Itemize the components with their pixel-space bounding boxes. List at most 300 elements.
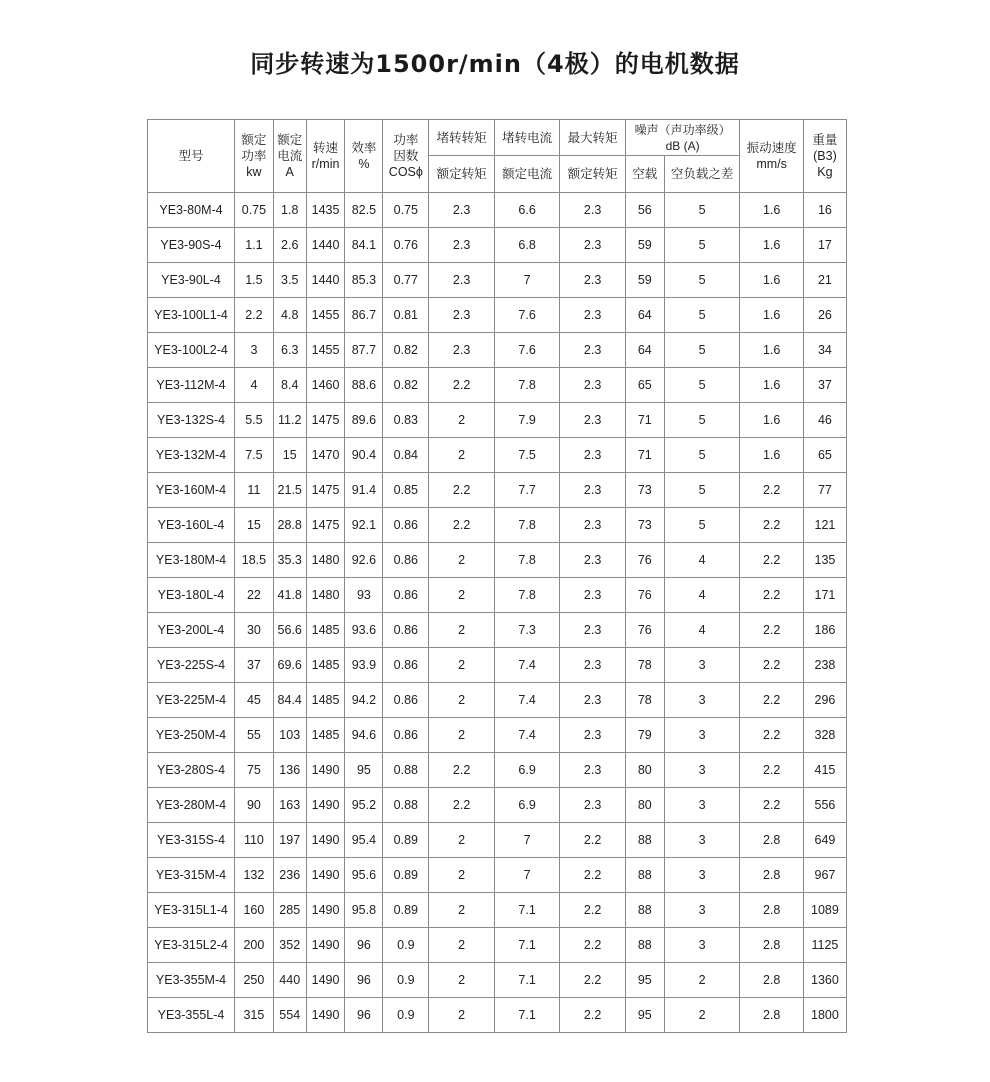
- table-row: [148, 508, 847, 543]
- cell-locked-current-ratio: 7.5: [494, 438, 559, 473]
- cell-model: YE3-315M-4: [148, 858, 235, 893]
- cell-vibration: 2.2: [740, 718, 803, 753]
- cell-weight: 121: [803, 508, 846, 543]
- cell-max-torque-ratio: 2.3: [560, 718, 625, 753]
- cell-noise-empty: 78: [625, 683, 664, 718]
- cell-locked-current-ratio: 7: [494, 823, 559, 858]
- cell-locked-current-ratio: 7.4: [494, 683, 559, 718]
- cell-rated-current: 440: [273, 963, 306, 998]
- cell-power-factor: 0.89: [383, 858, 429, 893]
- cell-rated-current: 11.2: [273, 403, 306, 438]
- cell-vibration: 1.6: [740, 333, 803, 368]
- cell-max-torque-ratio: 2.2: [560, 998, 625, 1033]
- cell-vibration: 2.8: [740, 893, 803, 928]
- cell-power-factor: 0.84: [383, 438, 429, 473]
- cell-weight: 1360: [803, 963, 846, 998]
- cell-locked-torque-ratio: 2: [429, 823, 494, 858]
- cell-noise-empty: 80: [625, 788, 664, 823]
- cell-locked-torque-ratio: 2: [429, 613, 494, 648]
- table-row: [148, 753, 847, 788]
- cell-weight: 649: [803, 823, 846, 858]
- cell-rated-power: 55: [234, 718, 273, 753]
- cell-vibration: 2.2: [740, 578, 803, 613]
- cell-rated-current: 28.8: [273, 508, 306, 543]
- cell-noise-empty: 88: [625, 928, 664, 963]
- table-row: [148, 193, 847, 228]
- cell-power-factor: 0.9: [383, 963, 429, 998]
- cell-weight: 171: [803, 578, 846, 613]
- cell-efficiency: 90.4: [345, 438, 383, 473]
- cell-rated-current: 136: [273, 753, 306, 788]
- cell-locked-current-ratio: 7.8: [494, 543, 559, 578]
- cell-weight: 238: [803, 648, 846, 683]
- table-row: [148, 858, 847, 893]
- cell-model: YE3-315S-4: [148, 823, 235, 858]
- cell-rated-current: 6.3: [273, 333, 306, 368]
- cell-noise-diff: 5: [664, 333, 740, 368]
- cell-locked-current-ratio: 7.8: [494, 508, 559, 543]
- cell-noise-empty: 95: [625, 963, 664, 998]
- cell-max-torque-ratio: 2.3: [560, 613, 625, 648]
- cell-model: YE3-180L-4: [148, 578, 235, 613]
- cell-noise-diff: 4: [664, 543, 740, 578]
- header-rated-power: 额定 功率 kw: [234, 120, 273, 193]
- cell-locked-torque-ratio: 2: [429, 893, 494, 928]
- cell-noise-empty: 78: [625, 648, 664, 683]
- cell-vibration: 2.8: [740, 963, 803, 998]
- header-max-torque: 最大转矩: [560, 120, 625, 156]
- cell-locked-current-ratio: 7.6: [494, 298, 559, 333]
- table-row: [148, 823, 847, 858]
- cell-rated-power: 7.5: [234, 438, 273, 473]
- cell-max-torque-ratio: 2.3: [560, 298, 625, 333]
- cell-speed: 1490: [306, 963, 345, 998]
- cell-weight: 186: [803, 613, 846, 648]
- cell-rated-current: 69.6: [273, 648, 306, 683]
- cell-efficiency: 93.9: [345, 648, 383, 683]
- cell-model: YE3-132S-4: [148, 403, 235, 438]
- cell-speed: 1470: [306, 438, 345, 473]
- cell-rated-current: 56.6: [273, 613, 306, 648]
- table-row: [148, 333, 847, 368]
- cell-noise-diff: 5: [664, 508, 740, 543]
- cell-model: YE3-100L2-4: [148, 333, 235, 368]
- cell-power-factor: 0.86: [383, 543, 429, 578]
- cell-vibration: 2.8: [740, 858, 803, 893]
- cell-vibration: 2.8: [740, 928, 803, 963]
- cell-noise-empty: 76: [625, 543, 664, 578]
- cell-rated-power: 4: [234, 368, 273, 403]
- cell-efficiency: 95.6: [345, 858, 383, 893]
- cell-locked-torque-ratio: 2: [429, 683, 494, 718]
- cell-noise-empty: 95: [625, 998, 664, 1033]
- cell-rated-power: 1.1: [234, 228, 273, 263]
- cell-power-factor: 0.9: [383, 928, 429, 963]
- cell-noise-diff: 2: [664, 998, 740, 1033]
- cell-weight: 21: [803, 263, 846, 298]
- cell-locked-current-ratio: 6.9: [494, 788, 559, 823]
- cell-max-torque-ratio: 2.2: [560, 928, 625, 963]
- cell-locked-torque-ratio: 2.3: [429, 298, 494, 333]
- cell-efficiency: 82.5: [345, 193, 383, 228]
- cell-noise-empty: 64: [625, 333, 664, 368]
- cell-rated-power: 22: [234, 578, 273, 613]
- cell-model: YE3-355L-4: [148, 998, 235, 1033]
- header-locked-torque-ratio: 额定转矩: [429, 156, 494, 193]
- cell-noise-diff: 2: [664, 963, 740, 998]
- cell-weight: 34: [803, 333, 846, 368]
- cell-efficiency: 91.4: [345, 473, 383, 508]
- cell-speed: 1475: [306, 473, 345, 508]
- cell-max-torque-ratio: 2.3: [560, 753, 625, 788]
- cell-locked-current-ratio: 7.9: [494, 403, 559, 438]
- cell-locked-torque-ratio: 2: [429, 858, 494, 893]
- cell-max-torque-ratio: 2.3: [560, 788, 625, 823]
- cell-speed: 1480: [306, 543, 345, 578]
- cell-noise-empty: 65: [625, 368, 664, 403]
- cell-locked-current-ratio: 6.8: [494, 228, 559, 263]
- cell-model: YE3-225S-4: [148, 648, 235, 683]
- cell-noise-diff: 5: [664, 193, 740, 228]
- cell-weight: 65: [803, 438, 846, 473]
- cell-speed: 1440: [306, 228, 345, 263]
- cell-locked-torque-ratio: 2.3: [429, 263, 494, 298]
- table-row: [148, 998, 847, 1033]
- cell-weight: 328: [803, 718, 846, 753]
- header-efficiency: 效率 %: [345, 120, 383, 193]
- cell-model: YE3-160L-4: [148, 508, 235, 543]
- cell-noise-empty: 88: [625, 823, 664, 858]
- cell-power-factor: 0.83: [383, 403, 429, 438]
- cell-vibration: 1.6: [740, 368, 803, 403]
- cell-efficiency: 89.6: [345, 403, 383, 438]
- cell-power-factor: 0.75: [383, 193, 429, 228]
- cell-rated-power: 18.5: [234, 543, 273, 578]
- cell-rated-power: 11: [234, 473, 273, 508]
- table-row: [148, 963, 847, 998]
- cell-rated-current: 163: [273, 788, 306, 823]
- cell-vibration: 1.6: [740, 438, 803, 473]
- cell-weight: 1800: [803, 998, 846, 1033]
- cell-efficiency: 95.8: [345, 893, 383, 928]
- cell-locked-current-ratio: 7.4: [494, 718, 559, 753]
- table-row: [148, 263, 847, 298]
- cell-efficiency: 93.6: [345, 613, 383, 648]
- cell-locked-torque-ratio: 2: [429, 543, 494, 578]
- cell-rated-current: 352: [273, 928, 306, 963]
- cell-noise-diff: 3: [664, 648, 740, 683]
- cell-power-factor: 0.81: [383, 298, 429, 333]
- cell-vibration: 2.8: [740, 823, 803, 858]
- cell-rated-current: 236: [273, 858, 306, 893]
- header-noise-diff: 空负载之差: [664, 156, 740, 193]
- table-row: [148, 928, 847, 963]
- cell-speed: 1455: [306, 333, 345, 368]
- cell-rated-power: 5.5: [234, 403, 273, 438]
- cell-efficiency: 88.6: [345, 368, 383, 403]
- cell-vibration: 2.2: [740, 508, 803, 543]
- cell-power-factor: 0.77: [383, 263, 429, 298]
- cell-vibration: 2.2: [740, 753, 803, 788]
- table-row: [148, 613, 847, 648]
- cell-locked-current-ratio: 7: [494, 263, 559, 298]
- cell-efficiency: 95: [345, 753, 383, 788]
- header-weight: 重量 (B3) Kg: [803, 120, 846, 193]
- cell-noise-empty: 88: [625, 858, 664, 893]
- cell-locked-current-ratio: 7.1: [494, 998, 559, 1033]
- cell-max-torque-ratio: 2.2: [560, 893, 625, 928]
- cell-max-torque-ratio: 2.3: [560, 403, 625, 438]
- cell-max-torque-ratio: 2.3: [560, 578, 625, 613]
- cell-efficiency: 96: [345, 963, 383, 998]
- cell-noise-diff: 3: [664, 893, 740, 928]
- cell-model: YE3-80M-4: [148, 193, 235, 228]
- cell-noise-diff: 5: [664, 473, 740, 508]
- table-row: [148, 228, 847, 263]
- cell-max-torque-ratio: 2.3: [560, 228, 625, 263]
- cell-vibration: 1.6: [740, 298, 803, 333]
- motor-data-table: [147, 119, 847, 1033]
- cell-noise-diff: 4: [664, 613, 740, 648]
- cell-max-torque-ratio: 2.3: [560, 368, 625, 403]
- cell-noise-diff: 3: [664, 788, 740, 823]
- cell-power-factor: 0.86: [383, 578, 429, 613]
- cell-power-factor: 0.89: [383, 893, 429, 928]
- cell-locked-current-ratio: 7.8: [494, 368, 559, 403]
- cell-rated-power: 0.75: [234, 193, 273, 228]
- header-locked-current-ratio: 额定电流: [494, 156, 559, 193]
- cell-locked-torque-ratio: 2: [429, 578, 494, 613]
- cell-locked-current-ratio: 7.4: [494, 648, 559, 683]
- cell-max-torque-ratio: 2.3: [560, 333, 625, 368]
- cell-locked-current-ratio: 6.6: [494, 193, 559, 228]
- cell-model: YE3-160M-4: [148, 473, 235, 508]
- header-max-torque-ratio: 额定转矩: [560, 156, 625, 193]
- cell-speed: 1485: [306, 718, 345, 753]
- cell-rated-power: 3: [234, 333, 273, 368]
- cell-noise-empty: 76: [625, 578, 664, 613]
- cell-power-factor: 0.85: [383, 473, 429, 508]
- cell-vibration: 1.6: [740, 193, 803, 228]
- cell-locked-torque-ratio: 2.2: [429, 368, 494, 403]
- cell-noise-empty: 73: [625, 508, 664, 543]
- table-row: [148, 543, 847, 578]
- cell-noise-diff: 3: [664, 753, 740, 788]
- cell-noise-diff: 5: [664, 298, 740, 333]
- header-rated-current: 额定 电流 A: [273, 120, 306, 193]
- cell-weight: 556: [803, 788, 846, 823]
- cell-power-factor: 0.76: [383, 228, 429, 263]
- cell-weight: 296: [803, 683, 846, 718]
- table-row: [148, 403, 847, 438]
- cell-locked-current-ratio: 7.8: [494, 578, 559, 613]
- cell-noise-empty: 59: [625, 228, 664, 263]
- header-noise-empty: 空载: [625, 156, 664, 193]
- cell-noise-empty: 76: [625, 613, 664, 648]
- cell-efficiency: 95.4: [345, 823, 383, 858]
- cell-rated-power: 75: [234, 753, 273, 788]
- cell-weight: 415: [803, 753, 846, 788]
- cell-speed: 1485: [306, 683, 345, 718]
- cell-speed: 1460: [306, 368, 345, 403]
- cell-weight: 16: [803, 193, 846, 228]
- cell-efficiency: 87.7: [345, 333, 383, 368]
- cell-weight: 17: [803, 228, 846, 263]
- table-body: [148, 193, 847, 1033]
- cell-model: YE3-180M-4: [148, 543, 235, 578]
- cell-max-torque-ratio: 2.3: [560, 263, 625, 298]
- cell-max-torque-ratio: 2.3: [560, 508, 625, 543]
- cell-locked-torque-ratio: 2: [429, 928, 494, 963]
- cell-max-torque-ratio: 2.3: [560, 543, 625, 578]
- cell-model: YE3-250M-4: [148, 718, 235, 753]
- cell-locked-torque-ratio: 2.2: [429, 508, 494, 543]
- cell-locked-current-ratio: 7.1: [494, 928, 559, 963]
- cell-rated-current: 15: [273, 438, 306, 473]
- cell-speed: 1490: [306, 998, 345, 1033]
- cell-speed: 1455: [306, 298, 345, 333]
- cell-power-factor: 0.86: [383, 508, 429, 543]
- cell-max-torque-ratio: 2.3: [560, 648, 625, 683]
- cell-max-torque-ratio: 2.3: [560, 473, 625, 508]
- table-row: [148, 718, 847, 753]
- cell-power-factor: 0.88: [383, 753, 429, 788]
- cell-noise-empty: 80: [625, 753, 664, 788]
- cell-speed: 1475: [306, 403, 345, 438]
- table-row: [148, 578, 847, 613]
- header-noise: 噪声（声功率级） dB (A): [625, 120, 740, 156]
- cell-model: YE3-280M-4: [148, 788, 235, 823]
- cell-max-torque-ratio: 2.3: [560, 683, 625, 718]
- header-vibration: 振动速度 mm/s: [740, 120, 803, 193]
- cell-power-factor: 0.82: [383, 368, 429, 403]
- cell-max-torque-ratio: 2.3: [560, 193, 625, 228]
- cell-model: YE3-355M-4: [148, 963, 235, 998]
- cell-max-torque-ratio: 2.3: [560, 438, 625, 473]
- cell-efficiency: 92.6: [345, 543, 383, 578]
- cell-model: YE3-132M-4: [148, 438, 235, 473]
- cell-noise-diff: 4: [664, 578, 740, 613]
- cell-noise-diff: 3: [664, 718, 740, 753]
- cell-vibration: 1.6: [740, 228, 803, 263]
- cell-noise-diff: 3: [664, 683, 740, 718]
- cell-locked-torque-ratio: 2: [429, 998, 494, 1033]
- cell-vibration: 2.2: [740, 788, 803, 823]
- cell-power-factor: 0.89: [383, 823, 429, 858]
- cell-power-factor: 0.88: [383, 788, 429, 823]
- cell-model: YE3-200L-4: [148, 613, 235, 648]
- cell-weight: 77: [803, 473, 846, 508]
- cell-power-factor: 0.86: [383, 718, 429, 753]
- cell-noise-empty: 79: [625, 718, 664, 753]
- cell-noise-diff: 5: [664, 438, 740, 473]
- cell-vibration: 2.2: [740, 683, 803, 718]
- table-row: [148, 683, 847, 718]
- cell-rated-current: 103: [273, 718, 306, 753]
- cell-noise-empty: 56: [625, 193, 664, 228]
- cell-efficiency: 85.3: [345, 263, 383, 298]
- cell-rated-current: 3.5: [273, 263, 306, 298]
- cell-power-factor: 0.9: [383, 998, 429, 1033]
- cell-efficiency: 86.7: [345, 298, 383, 333]
- cell-locked-current-ratio: 7.7: [494, 473, 559, 508]
- cell-speed: 1475: [306, 508, 345, 543]
- cell-efficiency: 84.1: [345, 228, 383, 263]
- cell-noise-diff: 5: [664, 263, 740, 298]
- cell-locked-torque-ratio: 2: [429, 718, 494, 753]
- table-row: [148, 473, 847, 508]
- cell-model: YE3-112M-4: [148, 368, 235, 403]
- cell-rated-current: 197: [273, 823, 306, 858]
- cell-locked-current-ratio: 7.3: [494, 613, 559, 648]
- cell-noise-empty: 88: [625, 893, 664, 928]
- cell-speed: 1485: [306, 648, 345, 683]
- cell-noise-diff: 3: [664, 823, 740, 858]
- cell-efficiency: 92.1: [345, 508, 383, 543]
- cell-rated-power: 1.5: [234, 263, 273, 298]
- cell-locked-torque-ratio: 2: [429, 438, 494, 473]
- header-model: 型号: [148, 120, 235, 193]
- cell-speed: 1490: [306, 753, 345, 788]
- header-power-factor: 功率 因数 COSϕ: [383, 120, 429, 193]
- cell-rated-current: 1.8: [273, 193, 306, 228]
- cell-vibration: 2.2: [740, 648, 803, 683]
- cell-noise-diff: 5: [664, 403, 740, 438]
- cell-rated-current: 2.6: [273, 228, 306, 263]
- cell-rated-current: 554: [273, 998, 306, 1033]
- cell-weight: 1125: [803, 928, 846, 963]
- header-locked-torque: 堵转转矩: [429, 120, 494, 156]
- cell-speed: 1435: [306, 193, 345, 228]
- cell-noise-diff: 5: [664, 368, 740, 403]
- header-speed: 转速 r/min: [306, 120, 345, 193]
- cell-vibration: 2.2: [740, 613, 803, 648]
- cell-efficiency: 94.6: [345, 718, 383, 753]
- cell-locked-torque-ratio: 2.2: [429, 753, 494, 788]
- cell-locked-torque-ratio: 2: [429, 403, 494, 438]
- cell-rated-power: 132: [234, 858, 273, 893]
- cell-rated-power: 315: [234, 998, 273, 1033]
- cell-model: YE3-90S-4: [148, 228, 235, 263]
- cell-locked-current-ratio: 7.6: [494, 333, 559, 368]
- cell-speed: 1490: [306, 858, 345, 893]
- table-row: [148, 298, 847, 333]
- cell-max-torque-ratio: 2.2: [560, 858, 625, 893]
- cell-locked-current-ratio: 7: [494, 858, 559, 893]
- cell-model: YE3-280S-4: [148, 753, 235, 788]
- cell-rated-power: 2.2: [234, 298, 273, 333]
- cell-rated-power: 250: [234, 963, 273, 998]
- cell-noise-empty: 71: [625, 403, 664, 438]
- cell-locked-torque-ratio: 2: [429, 648, 494, 683]
- cell-speed: 1490: [306, 823, 345, 858]
- cell-noise-empty: 59: [625, 263, 664, 298]
- cell-weight: 37: [803, 368, 846, 403]
- cell-efficiency: 95.2: [345, 788, 383, 823]
- cell-noise-diff: 3: [664, 858, 740, 893]
- cell-model: YE3-90L-4: [148, 263, 235, 298]
- cell-rated-power: 160: [234, 893, 273, 928]
- cell-rated-current: 41.8: [273, 578, 306, 613]
- cell-model: YE3-315L1-4: [148, 893, 235, 928]
- cell-locked-current-ratio: 7.1: [494, 963, 559, 998]
- cell-rated-power: 30: [234, 613, 273, 648]
- cell-locked-torque-ratio: 2.2: [429, 788, 494, 823]
- cell-speed: 1490: [306, 788, 345, 823]
- cell-model: YE3-225M-4: [148, 683, 235, 718]
- cell-locked-torque-ratio: 2.3: [429, 193, 494, 228]
- page-title: 同步转速为1500r/min（4极）的电机数据: [250, 50, 740, 78]
